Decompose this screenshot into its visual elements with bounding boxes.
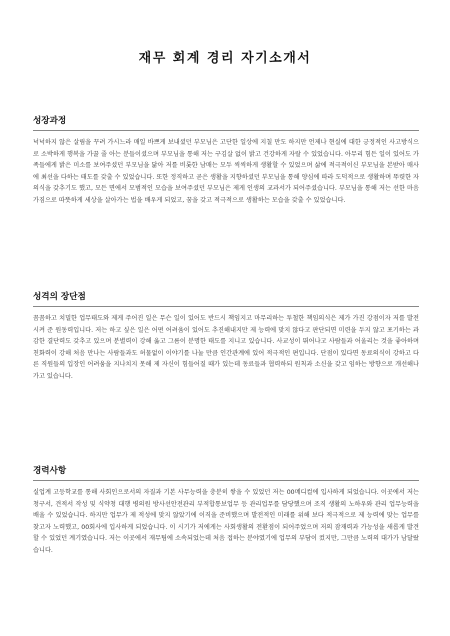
section-body: 넉넉하지 않은 살림을 꾸려 가시느라 매일 바쁘게 보내셨던 부모님은 고단한 일상에 지칠 만도 하지만 언제나 현실에 대한 긍정적인 사고방식으로 소박하게 행복을 가꿀 줄 아는 분들이셨으며 부모님을 통해 저는 구김살 없이 밝고 건강하게 자랄 수 있었습니다. 아무리 힘든 일이 있어도 가족들에게 밝은 미소를 보여주셨던 부모님을 닮아 저를 비롯한 남매는 모두 씩씩하게 생활할 수 있었으며 삶에 적극적이신 부모님을 본받아 매사에 최선을 다하는 태도를 갖출 수 있었습니다. 또한 정직하고 곧은 생활을 지향하셨던 부모님을 통해 양심에 따라 도덕적으로 생활하며 뚜렷한 자의식을 갖추기도 했고, 모든 면에서 모범적인 모습을 보여주셨던 부모님은 제게 인생의 교과서가 되어주셨습니다. 부모님을 통해 저는 선한 마음가짐으로 따뜻하게 세상을 살아가는 법을 배우게 되었고, 꿈을 갖고 적극적으로 생활하는 모습을 갖출 수 있었습니다. — [33, 139, 420, 204]
section-body: 꼼꼼하고 치밀한 업무태도와 제게 주어진 일은 무슨 일이 있어도 반드시 책임지고 마무리하는 투철한 책임의식은 제가 가진 강점이자 저를 발전시켜 준 원동력입니다. 저는 하고 싶은 일은 어떤 어려움이 있어도 추진해내지만 제 능력에 맞지 않다고 판단되면 미련을 두지 않고 포기하는 과감한 결단력도 갖추고 있으며 분별력이 강해 옳고 그름이 분명한 태도를 지니고 있습니다. 사교성이 뛰어나고 사람들과 어울리는 것을 좋아하며 친화력이 강해 처음 만나는 사람들과도 허물없이 이야기를 나눌 만큼 인간관계에 있어 적극적인 편입니다. 단점이 있다면 동료의식이 강하고 다른 직원들의 입장인 어려움을 지나치지 못해 제 자신이 힘들어질 때가 있는데 동료들과 협력하되 원칙과 소신을 갖고 임하는 방향으로 개선해나가고 있습니다. — [33, 315, 419, 380]
section-career — [33, 464, 419, 557]
section-growth — [33, 114, 419, 207]
page-title: 재무 회계 경리 자기소개서 — [138, 51, 312, 66]
section-personality — [33, 290, 419, 383]
section-heading: 성장과정 — [33, 114, 419, 131]
section-body: 실업계 고등학교를 통해 사회인으로서의 자질과 기본 사무능력을 충분히 쌓을 수 있었던 저는 00메디컬에 입사하게 되었습니다. 이곳에서 저는 청구서, 견적서 작성 및 식약청 대행 병의원 방사선안전관리 부적합통보업무 등 관리업무를 담당했으며 조직 생활의 노하우와 관리 업무능력을 배울 수 있었습니다. 하지만 업무가 제 적성에 맞지 않았기에 이직을 준비했으며 발전적인 미래를 위해 보다 적극적으로 제 능력에 맞는 업무를 찾고자 노력했고, 00회사에 입사하게 되었습니다. 이 시기가 저에게는 사회생활의 전환점이 되어주었으며 저의 잠재력과 가능성을 새롭게 발견할 수 있었던 계기였습니다. 저는 이곳에서 재무팀에 소속되었는데 처음 접하는 분야였기에 업무의 부담이 컸지만, 그만큼 노력의 대가가 남달랐습니다. — [33, 489, 419, 554]
section-heading: 성격의 장단점 — [33, 290, 419, 307]
section-heading: 경력사항 — [33, 464, 419, 481]
